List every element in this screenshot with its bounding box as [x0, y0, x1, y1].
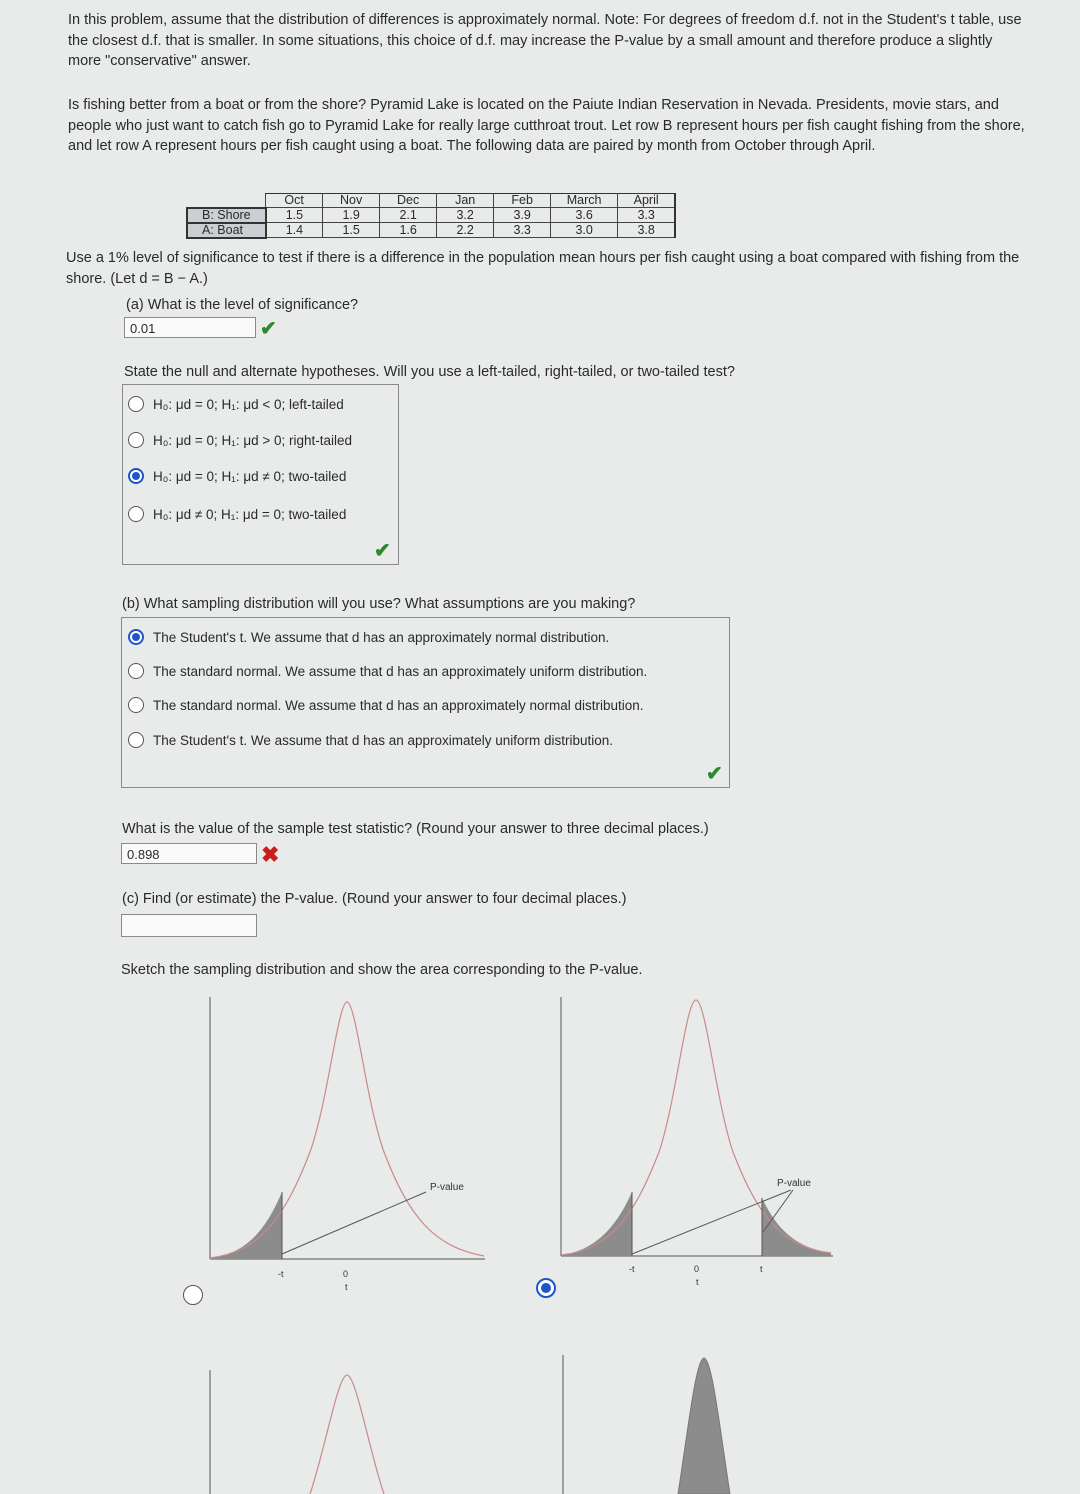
month-april: April	[618, 194, 676, 208]
radio-button[interactable]	[128, 663, 144, 679]
option-label: The Student's t. We assume that d has an approximately uniform distribution.	[153, 732, 614, 748]
hypothesis-option-left[interactable]	[128, 396, 344, 412]
sketch-option-graph-2	[553, 992, 843, 1302]
table-cell: 1.5	[266, 208, 323, 223]
test-statistic-input[interactable]: 0.898	[121, 843, 257, 864]
table-cell: 1.9	[323, 208, 380, 223]
tick-t: t	[345, 1282, 348, 1292]
tick-neg-t: -t	[278, 1269, 284, 1279]
month-oct: Oct	[266, 194, 323, 208]
part-c-question: (c) Find (or estimate) the P-value. (Round your answer to four decimal places.)	[122, 891, 627, 907]
row-label-shore: B: Shore	[187, 208, 266, 223]
sketch-question: Sketch the sampling distribution and show the area corresponding to the P-value.	[121, 962, 643, 978]
distribution-option-t-normal[interactable]	[128, 629, 609, 645]
shaded-area-right	[762, 1198, 831, 1256]
radio-button-selected[interactable]	[128, 468, 144, 484]
instruction-paragraph: Use a 1% level of significance to test if there is a difference in the population mean hours per fish caught using a boat compared with fishing from the shore. (Let d = B − A.)	[66, 250, 1020, 287]
data-table	[186, 193, 676, 239]
part-a-question: (a) What is the level of significance?	[126, 297, 359, 313]
radio-button-selected[interactable]	[128, 629, 144, 645]
table-cell: 3.3	[494, 223, 551, 238]
hypothesis-option-two[interactable]	[128, 468, 346, 484]
tick-t-center: t	[696, 1277, 699, 1287]
table-cell: 2.2	[437, 223, 494, 238]
hypothesis-option-right[interactable]	[128, 432, 352, 448]
option-label: The standard normal. We assume that d has an approximately uniform distribution.	[153, 663, 648, 679]
option-label: H₀: μd = 0; H₁: μd ≠ 0; two-tailed	[153, 468, 347, 484]
intro-paragraph: In this problem, assume that the distribution of differences is approximately normal. Note: For degrees of freedom d.f. not in the Student's t table, use the closest d.f. that is smaller. In some situations, this choice of d.f. may increase the P-value by a small amount and therefore produce a slightly more "conservative" answer.	[68, 12, 1022, 69]
month-dec: Dec	[380, 194, 437, 208]
check-icon: ✔	[706, 763, 723, 785]
distribution-option-z-uniform[interactable]	[128, 663, 647, 679]
tick-zero: 0	[343, 1269, 349, 1279]
radio-button[interactable]	[128, 732, 144, 748]
pointer-line	[282, 1192, 426, 1254]
sketch-option-2-radio-selected[interactable]	[536, 1278, 556, 1298]
row-label-boat: A: Boat	[187, 223, 266, 238]
p-value-input[interactable]	[121, 914, 257, 937]
radio-button[interactable]	[128, 697, 144, 713]
option-label: H₀: μd = 0; H₁: μd < 0; left-tailed	[153, 396, 344, 412]
table-cell: 1.5	[323, 223, 380, 238]
table-cell: 3.6	[551, 208, 618, 223]
distribution-option-t-uniform[interactable]	[128, 732, 613, 748]
table-row	[187, 208, 675, 223]
shaded-area	[678, 1358, 730, 1494]
sketch-option-graph-3	[200, 1350, 500, 1494]
distribution-curve	[210, 1002, 484, 1258]
table-row	[187, 223, 675, 238]
radio-button[interactable]	[128, 396, 144, 412]
sketch-option-1-radio[interactable]	[183, 1285, 203, 1305]
tick-t: t	[760, 1264, 763, 1274]
option-label: The Student's t. We assume that d has an approximately normal distribution.	[153, 629, 610, 645]
month-feb: Feb	[494, 194, 551, 208]
table-header-row	[187, 194, 675, 208]
distribution-option-z-normal[interactable]	[128, 697, 644, 713]
p-value-label: P-value	[430, 1182, 464, 1193]
sketch-option-graph-1	[200, 992, 500, 1302]
month-jan: Jan	[437, 194, 494, 208]
radio-button[interactable]	[128, 506, 144, 522]
p-value-label: P-value	[777, 1178, 811, 1189]
radio-button[interactable]	[128, 432, 144, 448]
month-nov: Nov	[323, 194, 380, 208]
table-cell: 1.4	[266, 223, 323, 238]
table-cell: 3.3	[618, 208, 676, 223]
table-cell: 2.1	[380, 208, 437, 223]
check-icon: ✔	[260, 318, 277, 340]
hypothesis-option-reversed[interactable]	[128, 506, 346, 522]
table-cell: 1.6	[380, 223, 437, 238]
distribution-curve	[310, 1375, 384, 1494]
tick-neg-t: -t	[629, 1264, 635, 1274]
significance-input[interactable]: 0.01	[124, 317, 256, 338]
test-statistic-question: What is the value of the sample test statistic? (Round your answer to three decimal places.)	[122, 821, 709, 837]
table-cell: 3.2	[437, 208, 494, 223]
option-label: The standard normal. We assume that d has an approximately normal distribution.	[153, 697, 644, 713]
month-march: March	[551, 194, 618, 208]
table-cell: 3.9	[494, 208, 551, 223]
problem-paragraph: Is fishing better from a boat or from the shore? Pyramid Lake is located on the Paiute Indian Reservation in Nevada. Presidents, movie stars, and people who just want to catch fish go to Pyramid Lake for really large cutthroat trout. Let row B represent hours per fish caught fishing from the shore, and let row A represent hours per fish caught using a boat. The following data are paired by month from October through April.	[68, 97, 1025, 154]
distribution-curve	[561, 1000, 831, 1255]
option-label: H₀: μd = 0; H₁: μd > 0; right-tailed	[153, 432, 353, 448]
sketch-option-graph-4	[553, 1350, 843, 1494]
table-cell: 3.0	[551, 223, 618, 238]
part-b-question: (b) What sampling distribution will you use? What assumptions are you making?	[122, 596, 636, 612]
table-cell: 3.8	[618, 223, 676, 238]
cross-icon: ✖	[261, 842, 280, 867]
option-label: H₀: μd ≠ 0; H₁: μd = 0; two-tailed	[153, 506, 347, 522]
shaded-area-left	[561, 1192, 632, 1256]
hypotheses-question: State the null and alternate hypotheses. Will you use a left-tailed, right-tailed, or two-tailed test?	[124, 364, 735, 380]
check-icon: ✔	[374, 540, 391, 562]
table-corner	[187, 194, 266, 208]
tick-zero: 0	[694, 1264, 700, 1274]
